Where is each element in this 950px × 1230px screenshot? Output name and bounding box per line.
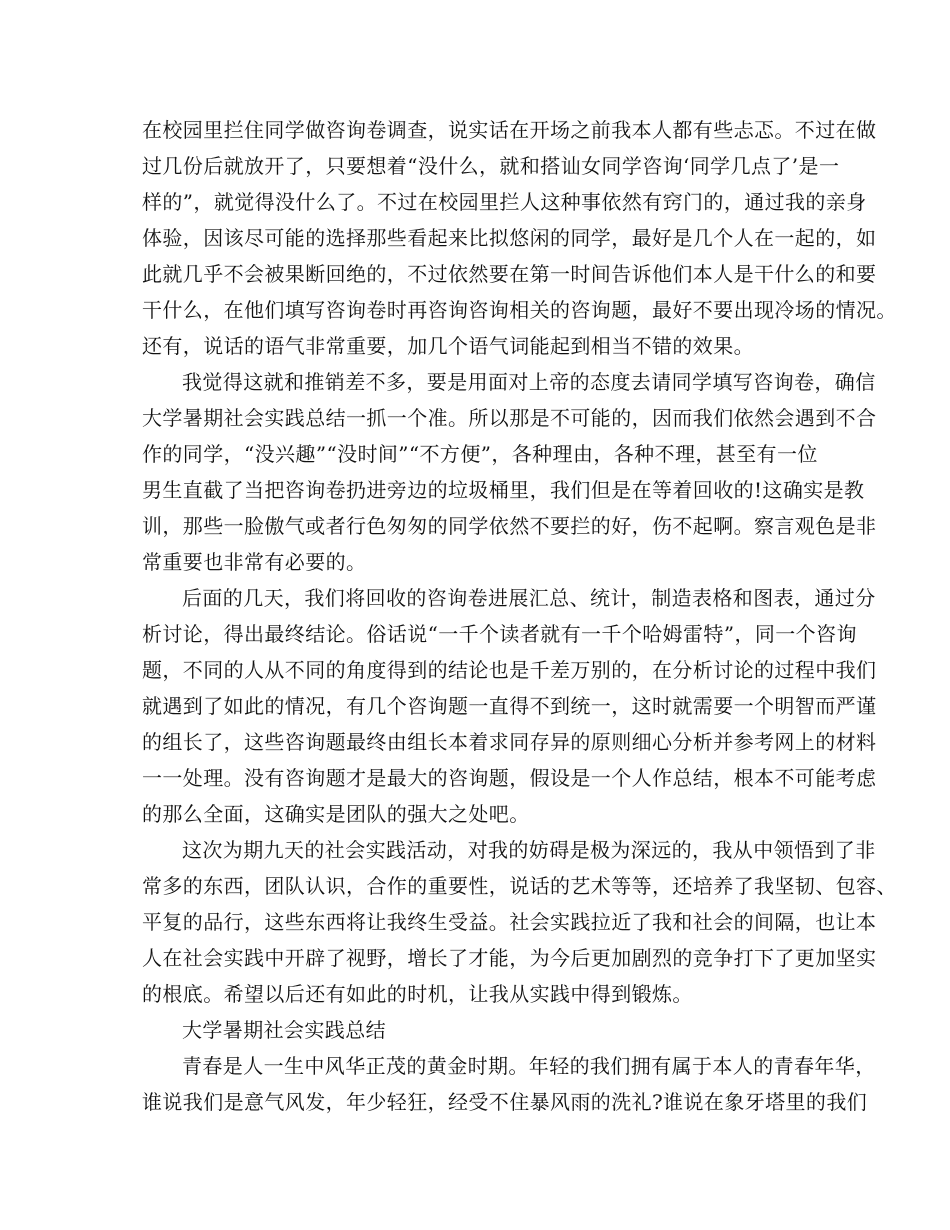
text-line: 此就几乎不会被果断回绝的，不过依然要在第一时间告诉他们本人是干什么的和要 <box>142 262 877 286</box>
text-line: 干什么，在他们填写咨询卷时再咨询咨询相关的咨询题，最好不要出现冷场的情况。 <box>142 298 897 322</box>
text-line: 题，不同的人从不同的角度得到的结论也是千差万别的，在分析讨论的过程中我们 <box>142 658 877 682</box>
text-line: 样的”，就觉得没什么了。不过在校园里拦人这种事依然有窍门的，通过我的亲身 <box>142 190 867 214</box>
text-line: 的组长了，这些咨询题最终由组长本着求同存异的原则细心分析并参考网上的材料 <box>142 730 877 754</box>
text-line: 体验，因该尽可能的选择那些看起来比拟悠闲的同学，最好是几个人在一起的，如 <box>142 226 877 250</box>
text-line: 训，那些一脸傲气或者行色匆匆的同学依然不要拦的好，伤不起啊。察言观色是非 <box>142 514 877 538</box>
text-line: 男生直截了当把咨询卷扔进旁边的垃圾桶里，我们但是在等着回收的!这确实是教 <box>142 478 865 502</box>
text-line: 人在社会实践中开辟了视野，增长了才能，为今后更加剧烈的竞争打下了更加坚实 <box>142 946 877 970</box>
paragraph-first-line: 这次为期九天的社会实践活动，对我的妨碍是极为深远的，我从中领悟到了非 <box>182 838 876 862</box>
text-line: 析讨论，得出最终结论。俗话说“一千个读者就有一千个哈姆雷特”，同一个咨询 <box>142 622 857 646</box>
paragraph-first-line: 我觉得这就和推销差不多，要是用面对上帝的态度去请同学填写咨询卷，确信 <box>182 370 876 394</box>
text-line: 大学暑期社会实践总结一抓一个准。所以那是不可能的，因而我们依然会遇到不合 <box>142 406 877 430</box>
text-line: 平复的品行，这些东西将让我终生受益。社会实践拉近了我和社会的间隔，也让本 <box>142 910 877 934</box>
text-line: 常重要也非常有必要的。 <box>142 550 367 574</box>
text-line: 谁说我们是意气风发，年少轻狂，经受不住暴风雨的洗礼?谁说在象牙塔里的我们 <box>142 1090 868 1114</box>
text-line: 的根底。希望以后还有如此的时机，让我从实践中得到锻炼。 <box>142 982 693 1006</box>
text-line: 在校园里拦住同学做咨询卷调查，说实话在开场之前我本人都有些忐忑。不过在做 <box>142 118 877 142</box>
paragraph-first-line: 后面的几天，我们将回收的咨询卷进展汇总、统计，制造表格和图表，通过分 <box>182 586 876 610</box>
text-line: 还有，说话的语气非常重要，加几个语气词能起到相当不错的效果。 <box>142 334 754 358</box>
text-line: 的那么全面，这确实是团队的强大之处吧。 <box>142 802 530 826</box>
text-line: 就遇到了如此的情况，有几个咨询题一直得不到统一，这时就需要一个明智而严谨 <box>142 694 877 718</box>
paragraph-first-line: 青春是人一生中风华正茂的黄金时期。年轻的我们拥有属于本人的青春年华， <box>182 1054 876 1078</box>
text-line: 过几份后就放开了，只要想着“没什么，就和搭讪女同学咨询‘同学几点了’是一 <box>142 154 840 178</box>
text-line: 作的同学，“没兴趣”“没时间”“不方便”，各种理由，各种不理，甚至有一位 <box>142 442 818 466</box>
section-heading: 大学暑期社会实践总结 <box>182 1018 386 1042</box>
document-body <box>142 112 897 1120</box>
text-line: 一一处理。没有咨询题才是最大的咨询题，假设是一个人作总结，根本不可能考虑 <box>142 766 877 790</box>
text-line: 常多的东西，团队认识，合作的重要性，说话的艺术等等，还培养了我坚韧、包容、 <box>142 874 897 898</box>
